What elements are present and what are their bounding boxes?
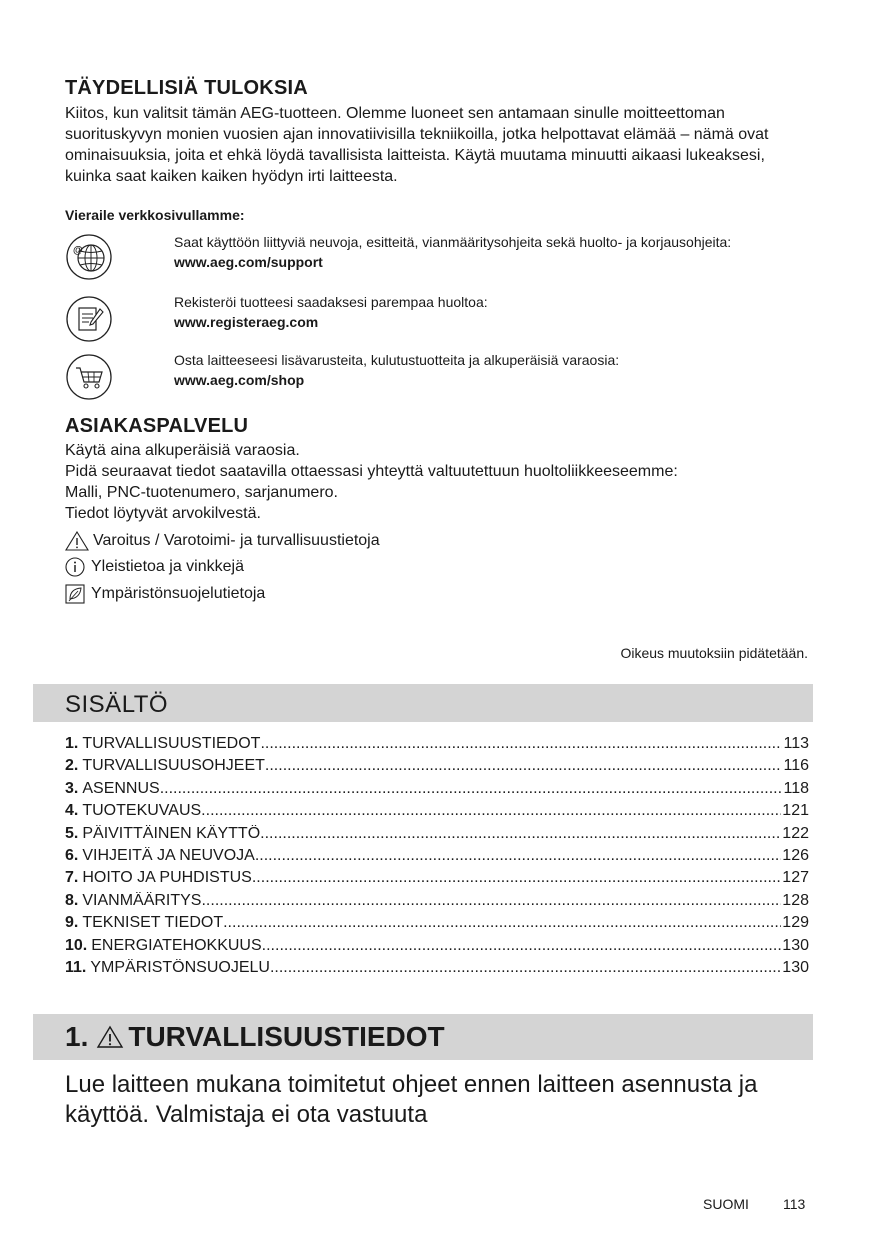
register-link[interactable]: www.registeraeg.com (174, 314, 319, 330)
toc-entry-title: ASENNUS (82, 779, 160, 797)
footer-language: SUOMI (703, 1196, 749, 1212)
toc-leader-dots (160, 780, 783, 798)
toc-leader-dots (260, 825, 781, 843)
symbol-warning (65, 531, 380, 551)
toc-entry-page: 113 (783, 735, 809, 752)
toc-entry-title: HOITO JA PUHDISTUS (82, 869, 252, 887)
toc-entry[interactable] (65, 937, 809, 959)
toc-entry-title: VIHJEITÄ JA NEUVOJA (82, 846, 255, 864)
section-title-text: TURVALLISUUSTIEDOT (128, 1021, 445, 1052)
leaf-icon (65, 584, 87, 604)
toc-leader-dots (255, 847, 781, 865)
web-item-shop-text: Osta laitteeseesi lisävarusteita, kulutustuotteita ja alkuperäisiä varaosia: (174, 352, 620, 368)
intro-heading: TÄYDELLISIÄ TULOKSIA (65, 77, 308, 99)
toc-entry[interactable] (65, 847, 809, 869)
toc-entry-number: 8. (65, 891, 79, 909)
service-line: Malli, PNC-tuotenumero, sarjanumero. (65, 484, 338, 501)
service-text (65, 440, 805, 524)
toc-entry-title: TUOTEKUVAUS (82, 802, 202, 820)
visit-website-label: Vieraile verkkosivullamme: (65, 207, 245, 223)
toc-entry-page: 128 (782, 891, 809, 909)
symbol-environment-label: Ympäristönsuojelutietoja (91, 585, 266, 602)
web-item-register-text: Rekisteröi tuotteesi saadaksesi parempaa huoltoa: (174, 294, 488, 310)
toc-entry[interactable] (65, 869, 809, 891)
toc-entry-title: TURVALLISUUSTIEDOT (82, 735, 261, 752)
toc-leader-dots (270, 959, 781, 977)
toc-entry-number: 11. (65, 958, 87, 976)
symbol-info (65, 557, 244, 577)
toc-entry[interactable] (65, 959, 809, 981)
info-icon (65, 557, 87, 577)
toc-entry-page: 129 (782, 914, 809, 932)
toc-entry[interactable] (65, 802, 809, 824)
toc-entry-number: 9. (65, 914, 79, 932)
toc-entry-number: 5. (65, 824, 79, 842)
toc-leader-dots (223, 914, 781, 932)
toc-entry[interactable] (65, 914, 809, 936)
toc-leader-dots (201, 892, 781, 910)
intro-paragraph: Kiitos, kun valitsit tämän AEG-tuotteen. Olemme luoneet sen antamaan sinulle moitteettoman suorituskyvyn monien vuosien ajan innovatiivisilla tekniikoilla, jotka helpottavat elämää – nämä ovat ominaisuuksia, joita et ehkä löydä tavallisista laitteista. Käytä muutama minuutti aikaasi lukeaksesi, kuinka saat kaiken kaiken hyödyn irti laitteesta. (65, 105, 769, 185)
toc-entry-number: 3. (65, 779, 79, 797)
toc-header-band (33, 684, 813, 722)
toc-heading: SISÄLTÖ (65, 691, 169, 718)
svg-text:@: @ (73, 245, 83, 256)
service-line: Pidä seuraavat tiedot saatavilla ottaessasi yhteyttä valtuutettuun huoltoliikkeeseemme: (65, 463, 678, 480)
toc-leader-dots (201, 802, 781, 820)
toc-entry-page: 118 (783, 779, 809, 797)
shop-link[interactable]: www.aeg.com/shop (174, 372, 305, 388)
toc-entry-number: 2. (65, 757, 79, 775)
service-line: Tiedot löytyvät arvokilvestä. (65, 505, 261, 522)
toc-entry-number: 1. (65, 735, 79, 752)
rights-reserved-note: Oikeus muutoksiin pidätetään. (620, 645, 808, 661)
toc-entry-title: TEKNISET TIEDOT (82, 914, 224, 932)
toc-entry-number: 6. (65, 846, 79, 864)
section-number: 1. (65, 1021, 89, 1052)
warning-icon (65, 531, 89, 551)
toc-leader-dots (260, 735, 782, 753)
toc-entry-title: TURVALLISUUSOHJEET (82, 757, 265, 775)
warning-icon (96, 1025, 124, 1049)
toc-entry-title: PÄIVITTÄINEN KÄYTTÖ (82, 824, 261, 842)
toc-entry-title: VIANMÄÄRITYS (82, 891, 202, 909)
table-of-contents (65, 735, 809, 981)
symbol-warning-label: Varoitus / Varotoimi- ja turvallisuustietoja (93, 532, 380, 549)
section-header-band (33, 1014, 813, 1060)
cart-icon (65, 353, 113, 401)
toc-entry-page: 130 (782, 936, 809, 954)
toc-entry[interactable] (65, 892, 809, 914)
section-title (65, 1021, 445, 1053)
service-heading: ASIAKASPALVELU (65, 415, 249, 437)
footer-page-number: 113 (783, 1196, 806, 1212)
globe-icon (65, 233, 113, 281)
toc-entry-page: 130 (782, 958, 809, 976)
toc-entry-number: 7. (65, 869, 79, 887)
toc-leader-dots (252, 869, 781, 887)
toc-leader-dots (265, 757, 783, 775)
register-icon (65, 295, 113, 343)
toc-entry-page: 127 (782, 869, 809, 887)
section-intro-text: Lue laitteen mukana toimitetut ohjeet ennen laitteen asennusta ja käyttöä. Valmistaja ei ota vastuuta (65, 1071, 758, 1128)
toc-entry[interactable] (65, 757, 809, 779)
toc-entry-number: 10. (65, 936, 88, 954)
symbol-info-label: Yleistietoa ja vinkkejä (91, 558, 244, 575)
support-link[interactable]: www.aeg.com/support (174, 254, 323, 270)
toc-entry-title: YMPÄRISTÖNSUOJELU (90, 958, 270, 976)
toc-entry-page: 121 (782, 802, 809, 820)
toc-entry[interactable] (65, 735, 809, 757)
toc-entry-page: 126 (782, 846, 809, 864)
toc-leader-dots (262, 937, 782, 955)
toc-entry[interactable] (65, 825, 809, 847)
toc-entry-page: 122 (782, 824, 809, 842)
service-line: Käytä aina alkuperäisiä varaosia. (65, 442, 300, 459)
symbol-environment (65, 584, 265, 604)
web-item-support-text: Saat käyttöön liittyviä neuvoja, esitteitä, vianmääritysohjeita sekä huolto- ja korjausohjeita: (174, 234, 732, 250)
toc-entry-number: 4. (65, 802, 79, 820)
toc-entry-title: ENERGIATEHOKKUUS (91, 936, 262, 954)
toc-entry[interactable] (65, 780, 809, 802)
toc-entry-page: 116 (783, 757, 809, 775)
